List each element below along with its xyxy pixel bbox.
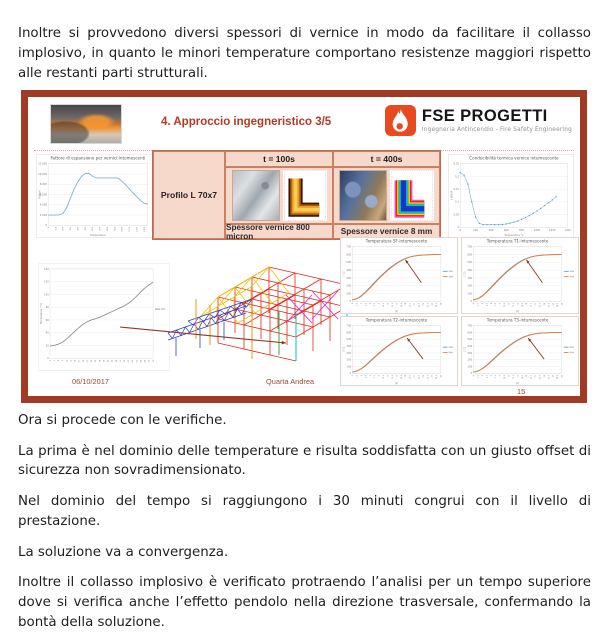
svg-text:28.5: 28.5 xyxy=(557,374,560,380)
svg-text:13.5: 13.5 xyxy=(391,374,394,380)
svg-text:800: 800 xyxy=(519,228,525,232)
svg-text:λ W/mK: λ W/mK xyxy=(450,190,454,201)
svg-text:22.5: 22.5 xyxy=(418,374,421,380)
steel-profile-photo-100s xyxy=(232,170,280,221)
svg-text:1.5: 1.5 xyxy=(356,374,359,379)
svg-text:39: 39 xyxy=(103,359,106,363)
svg-text:18: 18 xyxy=(526,374,529,378)
chart-conducibilita-termica xyxy=(448,154,574,238)
svg-text:1000: 1000 xyxy=(121,226,124,233)
svg-text:18: 18 xyxy=(405,374,408,378)
svg-text:51: 51 xyxy=(119,359,122,363)
svg-text:4.5: 4.5 xyxy=(486,374,489,379)
svg-text:12: 12 xyxy=(387,302,390,306)
svg-text:0: 0 xyxy=(470,300,473,304)
svg-text:40: 40 xyxy=(45,331,49,335)
svg-text:16.5: 16.5 xyxy=(400,302,403,308)
flame-icon xyxy=(385,105,416,136)
svg-text:Temperatura T1-intumescente: Temperatura T1-intumescente xyxy=(486,238,549,244)
svg-text:30: 30 xyxy=(91,359,94,363)
svg-text:700: 700 xyxy=(467,324,473,328)
svg-text:22.5: 22.5 xyxy=(418,302,421,308)
svg-text:400: 400 xyxy=(467,269,473,273)
svg-text:300: 300 xyxy=(346,351,352,355)
svg-text:12.000: 12.000 xyxy=(38,162,47,166)
svg-text:0: 0 xyxy=(457,226,460,230)
svg-text:Temperatura T3-intumescente: Temperatura T3-intumescente xyxy=(486,317,549,323)
svg-text:3: 3 xyxy=(481,302,484,305)
svg-text:15: 15 xyxy=(70,359,73,363)
svg-text:25.5: 25.5 xyxy=(427,374,430,380)
svg-text:200: 200 xyxy=(346,358,352,362)
thermal-contour-100s xyxy=(283,170,327,221)
svg-text:36: 36 xyxy=(99,359,102,363)
svg-text:25.5: 25.5 xyxy=(548,302,551,308)
svg-text:6.000: 6.000 xyxy=(39,193,47,197)
svg-text:15: 15 xyxy=(396,302,399,306)
svg-text:72: 72 xyxy=(148,359,151,363)
svg-text:0: 0 xyxy=(47,357,49,361)
svg-text:3: 3 xyxy=(481,374,484,377)
svg-text:3: 3 xyxy=(53,359,56,362)
images-400s xyxy=(333,167,440,224)
svg-text:[s]: [s] xyxy=(516,381,520,385)
svg-text:0,25: 0,25 xyxy=(453,162,460,166)
svg-text:[s]: [s] xyxy=(394,309,399,313)
svg-text:0: 0 xyxy=(45,224,47,228)
svg-text:18: 18 xyxy=(526,302,529,306)
svg-text:20: 20 xyxy=(45,344,49,348)
closing-paragraph-2: La prima è nel dominio delle temperature e risulta soddisfatta con un giusto offset di sicurezza non sovradimensionato. xyxy=(18,443,591,479)
svg-text:19.5: 19.5 xyxy=(409,302,412,308)
svg-text:1000: 1000 xyxy=(533,228,541,232)
svg-text:100: 100 xyxy=(55,226,58,231)
chart-fattore-espansione xyxy=(36,154,154,238)
svg-text:15: 15 xyxy=(517,302,520,306)
svg-text:22.5: 22.5 xyxy=(539,374,542,380)
svg-text:6: 6 xyxy=(58,359,61,362)
svg-text:9: 9 xyxy=(378,374,381,377)
svg-text:600: 600 xyxy=(346,253,352,257)
svg-text:13.5: 13.5 xyxy=(512,374,515,380)
svg-text:27: 27 xyxy=(552,302,555,306)
svg-text:500: 500 xyxy=(346,338,352,342)
slide-author: Quarta Andrea xyxy=(266,377,315,386)
svg-text:33: 33 xyxy=(95,359,98,363)
svg-text:19.5: 19.5 xyxy=(409,374,412,380)
svg-text:24: 24 xyxy=(543,302,546,306)
logo-name: FSE PROGETTI xyxy=(421,107,548,126)
svg-text:1.5: 1.5 xyxy=(356,302,359,307)
charred-paint-photo-400s xyxy=(339,170,387,221)
svg-text:69: 69 xyxy=(144,359,147,363)
images-100s xyxy=(225,167,333,224)
svg-text:400: 400 xyxy=(346,345,352,349)
svg-text:600: 600 xyxy=(92,226,95,231)
svg-text:24: 24 xyxy=(422,374,425,378)
svg-text:Temperatura °C: Temperatura °C xyxy=(504,233,524,237)
svg-text:0: 0 xyxy=(47,226,50,229)
caption-800-micron: Spessore vernice 800 micron xyxy=(225,224,333,239)
svg-text:Fattore di espansione per vern: Fattore di espansione per vernici intumescenti xyxy=(50,155,146,161)
svg-text:[s]: [s] xyxy=(395,381,399,385)
svg-text:21: 21 xyxy=(414,374,417,378)
svg-text:0: 0 xyxy=(349,300,352,304)
fire-photo xyxy=(50,104,122,144)
svg-text:140: 140 xyxy=(43,267,49,271)
svg-text:0,15: 0,15 xyxy=(453,188,460,192)
svg-text:1200: 1200 xyxy=(136,226,139,233)
svg-text:10.5: 10.5 xyxy=(504,374,507,380)
embedded-slide xyxy=(21,90,587,403)
svg-text:28.5: 28.5 xyxy=(436,302,439,308)
svg-text:16.5: 16.5 xyxy=(521,302,524,308)
time-header-100s: t = 100s xyxy=(225,151,333,167)
profile-label: Profilo L 70x7 xyxy=(153,151,225,239)
svg-text:0: 0 xyxy=(473,302,476,305)
svg-text:300: 300 xyxy=(70,226,73,231)
svg-text:600: 600 xyxy=(467,253,473,257)
annotation-arrow xyxy=(86,321,336,353)
caption-8-mm: Spessore vernice 8 mm xyxy=(333,224,440,239)
svg-text:500: 500 xyxy=(467,338,473,342)
closing-paragraph-5: Inoltre il collasso implosivo è verificato protraendo l’analisi per un tempo superiore dove si verifica anche l’effetto pendolo nella direzione trasversale, confermando la bontà della soluzione. xyxy=(18,575,591,630)
svg-text:400: 400 xyxy=(488,228,494,232)
svg-text:7.5: 7.5 xyxy=(374,302,377,307)
slide-title: 4. Approccio ingegneristico 3/5 xyxy=(161,116,332,128)
svg-text:100: 100 xyxy=(467,292,473,296)
svg-text:4.000: 4.000 xyxy=(39,203,47,207)
svg-text:9: 9 xyxy=(62,359,65,362)
fse-progetti-logo xyxy=(385,105,572,136)
svg-text:48: 48 xyxy=(115,359,118,363)
svg-text:1400: 1400 xyxy=(564,228,571,232)
svg-text:500: 500 xyxy=(84,226,87,231)
closing-paragraph-4: La soluzione va a convergenza. xyxy=(18,544,229,560)
svg-text:700: 700 xyxy=(99,226,102,231)
svg-text:30: 30 xyxy=(561,374,564,378)
svg-text:12: 12 xyxy=(508,302,511,306)
svg-text:10.5: 10.5 xyxy=(383,302,386,308)
svg-text:27: 27 xyxy=(86,359,89,363)
svg-text:200: 200 xyxy=(346,284,352,288)
svg-text:19.5: 19.5 xyxy=(530,374,533,380)
svg-text:Temperatura [°C]: Temperatura [°C] xyxy=(40,303,44,325)
svg-text:300: 300 xyxy=(467,351,473,355)
svg-text:24: 24 xyxy=(543,374,546,378)
svg-text:2.000: 2.000 xyxy=(39,213,47,217)
svg-text:1300: 1300 xyxy=(143,226,146,233)
svg-text:13.5: 13.5 xyxy=(512,302,515,308)
svg-text:Fattore: Fattore xyxy=(38,190,42,199)
svg-text:Temperatura: Temperatura xyxy=(90,233,106,237)
svg-text:24: 24 xyxy=(82,359,85,363)
svg-text:4.5: 4.5 xyxy=(486,302,489,307)
svg-text:13.5: 13.5 xyxy=(391,302,394,308)
svg-text:600: 600 xyxy=(346,331,352,335)
svg-text:10.5: 10.5 xyxy=(504,302,507,308)
svg-text:200: 200 xyxy=(467,284,473,288)
svg-text:100: 100 xyxy=(467,365,473,369)
thermal-contour-400s xyxy=(390,170,434,221)
svg-text:100: 100 xyxy=(43,293,49,297)
svg-text:0,05: 0,05 xyxy=(453,213,460,217)
closing-paragraph-1: Ora si procede con le verifiche. xyxy=(18,413,227,428)
svg-text:[°C]: [°C] xyxy=(463,271,467,277)
svg-text:200: 200 xyxy=(467,358,473,362)
svg-text:[°C]: [°C] xyxy=(342,271,346,277)
logo-tagline: Ingegneria Antincendio - Fire Safety Engineering xyxy=(421,126,572,133)
svg-text:1.5: 1.5 xyxy=(477,302,480,307)
svg-text:700: 700 xyxy=(467,245,473,249)
svg-text:45: 45 xyxy=(111,359,114,363)
chart-temperatura-struttura xyxy=(38,263,170,371)
svg-text:600: 600 xyxy=(503,228,509,232)
svg-text:19.5: 19.5 xyxy=(530,302,533,308)
logo-text xyxy=(422,108,572,133)
svg-text:10.5: 10.5 xyxy=(383,374,386,380)
svg-text:400: 400 xyxy=(467,345,473,349)
svg-text:4.5: 4.5 xyxy=(365,374,368,379)
svg-text:7.5: 7.5 xyxy=(374,374,377,379)
chart-temperatura-sf xyxy=(340,237,458,314)
svg-text:25.5: 25.5 xyxy=(427,302,430,308)
svg-text:25.5: 25.5 xyxy=(548,374,551,380)
svg-text:42: 42 xyxy=(107,359,110,363)
svg-text:75: 75 xyxy=(152,359,155,363)
svg-text:12: 12 xyxy=(508,374,511,378)
svg-text:0,1: 0,1 xyxy=(455,200,460,204)
svg-text:30: 30 xyxy=(440,302,443,306)
svg-text:0: 0 xyxy=(352,374,355,377)
svg-text:1.5: 1.5 xyxy=(477,374,480,379)
svg-text:6: 6 xyxy=(369,374,372,377)
svg-text:900: 900 xyxy=(114,226,117,231)
chart-temperatura-t3 xyxy=(461,316,579,386)
svg-text:9: 9 xyxy=(499,374,502,377)
svg-text:30: 30 xyxy=(561,302,564,306)
svg-text:100: 100 xyxy=(346,365,352,369)
svg-text:100: 100 xyxy=(346,292,352,296)
time-header-400s: t = 400s xyxy=(333,151,440,167)
svg-text:15: 15 xyxy=(396,374,399,378)
svg-text:6: 6 xyxy=(490,374,493,377)
svg-text:21: 21 xyxy=(78,359,81,363)
svg-text:300: 300 xyxy=(467,276,473,280)
svg-text:0: 0 xyxy=(49,359,52,362)
closing-paragraphs xyxy=(18,411,591,643)
svg-text:400: 400 xyxy=(346,269,352,273)
svg-text:0,2: 0,2 xyxy=(455,175,460,179)
svg-text:66: 66 xyxy=(140,359,143,363)
svg-text:10.000: 10.000 xyxy=(38,172,47,176)
svg-text:0: 0 xyxy=(352,302,355,305)
svg-text:12: 12 xyxy=(66,359,69,363)
svg-text:400: 400 xyxy=(77,226,80,231)
svg-text:24: 24 xyxy=(422,302,425,306)
slide-date: 06/10/2017 xyxy=(72,377,109,386)
svg-text:28.5: 28.5 xyxy=(557,302,560,308)
svg-text:57: 57 xyxy=(128,359,131,363)
svg-text:27: 27 xyxy=(431,302,434,306)
svg-text:12: 12 xyxy=(387,374,390,378)
svg-text:300: 300 xyxy=(346,276,352,280)
svg-text:3: 3 xyxy=(360,302,363,305)
slide-page-number: 15 xyxy=(517,387,526,396)
svg-text:60: 60 xyxy=(132,359,135,363)
svg-text:28.5: 28.5 xyxy=(436,374,439,380)
svg-text:500: 500 xyxy=(467,261,473,265)
chart-temperatura-t2 xyxy=(340,316,458,386)
svg-text:700: 700 xyxy=(346,245,352,249)
svg-text:80: 80 xyxy=(45,306,49,310)
svg-text:18: 18 xyxy=(74,359,77,363)
svg-text:6: 6 xyxy=(490,302,493,305)
closing-paragraph-3: Nel dominio del tempo si raggiungono i 30 minuti congrui con il livello di prestazione. xyxy=(18,494,591,529)
svg-text:54: 54 xyxy=(124,359,127,363)
svg-text:15: 15 xyxy=(517,374,520,378)
svg-text:Temperatura T2-intumescente: Temperatura T2-intumescente xyxy=(365,317,428,323)
svg-text:120: 120 xyxy=(43,280,49,284)
svg-text:3: 3 xyxy=(360,374,363,377)
svg-text:27: 27 xyxy=(431,374,434,378)
svg-text:200: 200 xyxy=(62,226,65,231)
svg-text:30: 30 xyxy=(440,374,443,378)
svg-text:0: 0 xyxy=(349,372,352,376)
svg-text:1200: 1200 xyxy=(549,228,556,232)
svg-text:Temperatura SF-intumescente: Temperatura SF-intumescente xyxy=(365,238,428,244)
svg-text:[°C]: [°C] xyxy=(342,347,346,352)
svg-text:9: 9 xyxy=(499,302,502,305)
svg-text:8.000: 8.000 xyxy=(39,183,47,187)
svg-text:0: 0 xyxy=(473,374,476,377)
svg-text:16.5: 16.5 xyxy=(521,374,524,380)
svg-text:500: 500 xyxy=(346,261,352,265)
svg-text:700: 700 xyxy=(346,324,352,328)
svg-text:21: 21 xyxy=(535,302,538,306)
svg-text:Conducibilità termica vernice: Conducibilità termica vernice intumescente xyxy=(469,155,559,161)
svg-text:0: 0 xyxy=(470,372,473,376)
thermal-comparison-table xyxy=(152,150,441,240)
svg-text:0: 0 xyxy=(459,228,462,232)
svg-text:1100: 1100 xyxy=(129,226,132,233)
chart-temperatura-t1 xyxy=(461,237,579,314)
svg-text:63: 63 xyxy=(136,359,139,363)
svg-text:18: 18 xyxy=(405,302,408,306)
svg-text:22.5: 22.5 xyxy=(539,302,542,308)
svg-text:200: 200 xyxy=(473,228,478,232)
svg-text:21: 21 xyxy=(535,374,538,378)
svg-text:7.5: 7.5 xyxy=(495,302,498,307)
svg-text:6: 6 xyxy=(369,302,372,305)
svg-text:9: 9 xyxy=(378,302,381,305)
svg-text:4.5: 4.5 xyxy=(365,302,368,307)
svg-text:16.5: 16.5 xyxy=(400,374,403,380)
svg-text:800: 800 xyxy=(106,226,109,231)
svg-text:60: 60 xyxy=(45,318,49,322)
intro-paragraph: Inoltre si provvedono diversi spessori di vernice in modo da facilitare il collasso implosivo, in quanto le minori temperature comportano resistenze maggiori rispetto alle restanti parti strutturali. xyxy=(18,26,591,81)
svg-text:600: 600 xyxy=(467,331,473,335)
svg-text:21: 21 xyxy=(414,302,417,306)
svg-text:27: 27 xyxy=(552,374,555,378)
svg-text:7.5: 7.5 xyxy=(495,374,498,379)
svg-text:[s]: [s] xyxy=(515,309,520,313)
svg-text:[°C]: [°C] xyxy=(463,347,467,352)
